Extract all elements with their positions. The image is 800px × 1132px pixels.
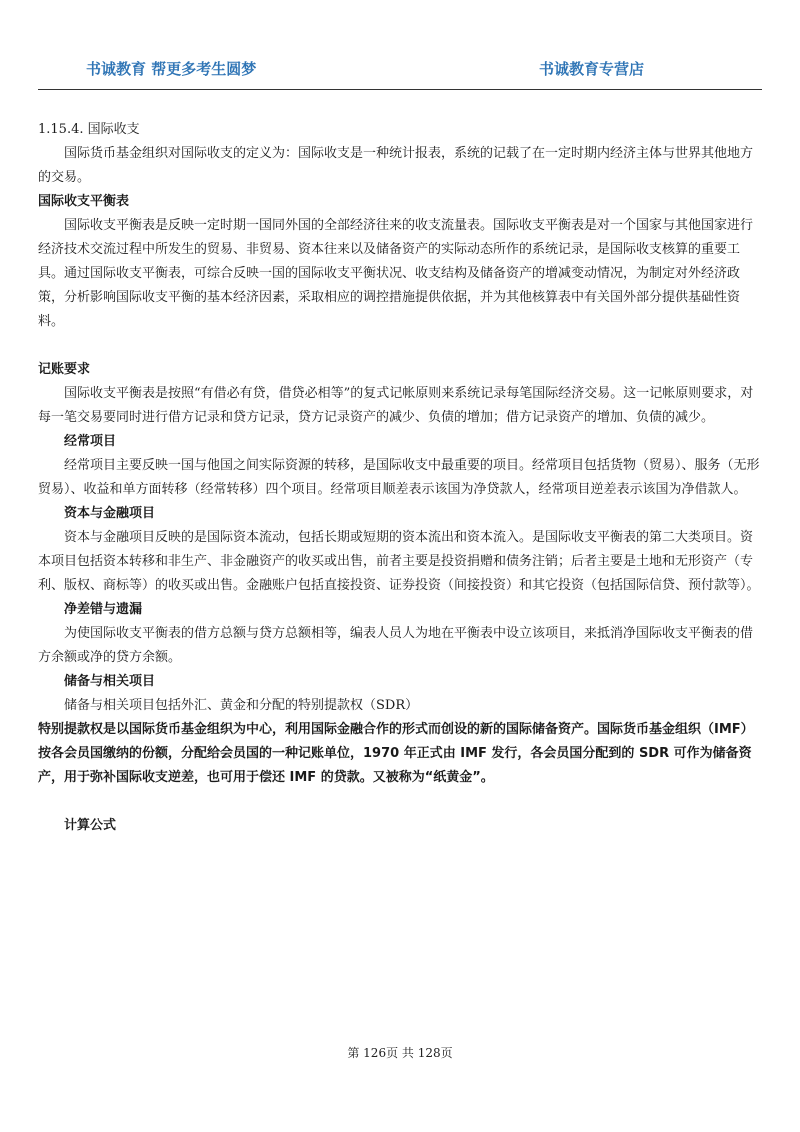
formula-heading: 计算公式 xyxy=(64,818,117,833)
section-title: 1.15.4. 国际收支 xyxy=(38,122,140,137)
header-slogan: 书诚教育 帮更多考生圆梦 xyxy=(86,60,257,78)
header-store-name: 书诚教育专营店 xyxy=(538,60,644,78)
sdr-paragraph: 特别提款权是以国际货币基金组织为中心，利用国际金融合作的形式而创设的新的国际储备资产。国际货币基金组织（IMF）按各会员国缴纳的份额，分配给会员国的一种记账单位，1970 年正式由 IMF 发行，各会员国分配到的 SDR 可作为储备资产，用于弥补国际收支逆差，也可用于偿还 IMF 的贷款。又被称为“纸黄金”。 xyxy=(38,722,754,785)
bop-heading: 国际收支平衡表 xyxy=(38,194,130,209)
spacer xyxy=(38,790,762,814)
bop-paragraph: 国际收支平衡表是反映一定时期一国同外国的全部经济往来的收支流量表。国际收支平衡表是对一个国家与其他国家进行经济技术交流过程中所发生的贸易、非贸易、资本往来以及储备资产的实际动态所作的系统记录，是国际收支核算的重要工具。通过国际收支平衡表，可综合反映一国的国际收支平衡状况、收支结构及储备资产的增减变动情况，为制定对外经济政策，分析影响国际收支平衡的基本经济因素，采取相应的调控措施提供依据，并为其他核算表中有关国外部分提供基础性资料。 xyxy=(38,218,754,329)
errors-omissions-heading: 净差错与遗漏 xyxy=(64,602,143,617)
reserve-heading: 储备与相关项目 xyxy=(64,674,156,689)
capital-account-heading: 资本与金融项目 xyxy=(64,506,156,521)
errors-omissions-paragraph: 为使国际收支平衡表的借方总额与贷方总额相等，编表人员人为地在平衡表中设立该项目，来抵消净国际收支平衡表的借方余额或净的贷方余额。 xyxy=(38,626,754,665)
spacer xyxy=(38,334,762,358)
current-account-paragraph: 经常项目主要反映一国与他国之间实际资源的转移，是国际收支中最重要的项目。经常项目包括货物（贸易）、服务（无形贸易）、收益和单方面转移（经常转移）四个项目。经常项目顺差表示该国为净贷款人，经常项目逆差表示该国为净借款人。 xyxy=(38,458,760,497)
capital-account-paragraph: 资本与金融项目反映的是国际资本流动，包括长期或短期的资本流出和资本流入。是国际收支平衡表的第二大类项目。资本项目包括资本转移和非生产、非金融资产的收买或出售，前者主要是投资捐赠和债务注销；后者主要是土地和无形资产（专利、版权、商标等）的收买或出售。金融账户包括直接投资、证券投资（间接投资）和其它投资（包括国际信贷、预付款等）。 xyxy=(38,530,760,593)
definition-paragraph: 国际货币基金组织对国际收支的定义为：国际收支是一种统计报表，系统的记载了在一定时期内经济主体与世界其他地方的交易。 xyxy=(38,146,754,185)
header-divider xyxy=(38,89,762,90)
page-header xyxy=(38,56,762,86)
accounting-paragraph: 国际收支平衡表是按照“有借必有贷，借贷必相等”的复式记帐原则来系统记录每笔国际经济交易。这一记帐原则要求，对每一笔交易要同时进行借方记录和贷方记录，贷方记录资产的减少、负债的增加；借方记录资产的增加、负债的减少。 xyxy=(38,386,754,425)
accounting-heading: 记账要求 xyxy=(38,362,91,377)
page-number: 第 126页 共 128页 xyxy=(347,1046,453,1060)
document-body xyxy=(38,118,762,838)
reserve-paragraph: 储备与相关项目包括外汇、黄金和分配的特别提款权（SDR） xyxy=(64,698,419,713)
current-account-heading: 经常项目 xyxy=(64,434,117,449)
